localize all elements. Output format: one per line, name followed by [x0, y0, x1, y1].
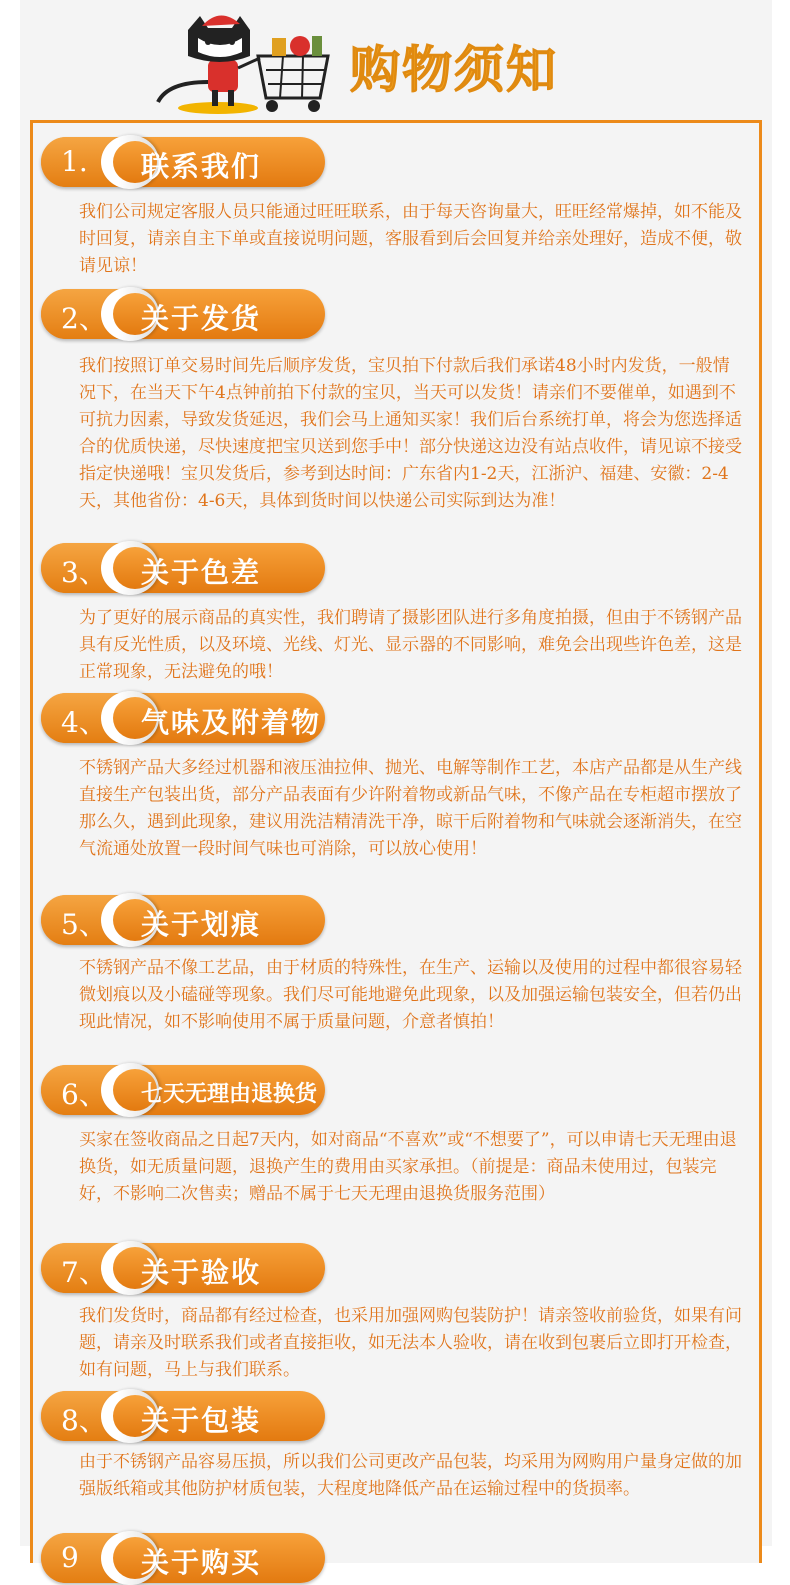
- section-number: 1.: [61, 145, 88, 178]
- section-header: [41, 543, 325, 593]
- section-header: [41, 1533, 325, 1583]
- section-body: 买家在签收商品之日起7天内，如对商品“不喜欢”或“不想要了”，可以申请七天无理由退换货，如无质量问题，退换产生的费用由买家承担。（前提是：商品未使用过，包装完好，不影响二次售卖；赠品不属于七天无理由退换货服务范围）: [79, 1130, 737, 1204]
- section-title: 关于色差: [141, 556, 262, 589]
- section-body: 我们按照订单交易时间先后顺序发货，宝贝拍下付款后我们承诺48小时内发货，一般情况下，在当天下午4点钟前拍下付款的宝贝，当天可以发货！请亲们不要催单，如遇到不可抗力因素，导致发货延迟，我们会马上通知买家！我们后台系统打单，将会为您选择适合的优质快递，尽快速度把宝贝送到您手中！部分快递这边没有站点收件，请见谅不接受指定快递哦！宝贝发货后，参考到达时间：广东省内1-2天，江浙沪、福建、安徽：2-4天，其他省份：4-6天，具体到货时间以快递公司实际到达为准！: [79, 356, 742, 511]
- section-title: 关于验收: [141, 1256, 262, 1289]
- page: [20, 0, 772, 1579]
- page-title: 购物须知: [350, 40, 558, 99]
- section-number: 2、: [61, 302, 107, 335]
- section-title: 关于包装: [141, 1404, 262, 1437]
- section-title: 七天无理由退换货: [141, 1081, 318, 1107]
- section-number: 4、: [61, 706, 107, 739]
- section-body: 由于不锈钢产品容易压损，所以我们公司更改产品包装，均采用为网购用户量身定做的加强版纸箱或其他防护材质包装，大程度地降低产品在运输过程中的货损率。: [79, 1452, 742, 1499]
- section-header: [41, 1391, 325, 1441]
- section-number: 3、: [61, 556, 107, 589]
- section-title: 关于划痕: [141, 908, 262, 941]
- section-header: [41, 137, 325, 187]
- section-number: 8、: [61, 1404, 107, 1437]
- header: [20, 0, 772, 120]
- section-body: 为了更好的展示商品的真实性，我们聘请了摄影团队进行多角度拍摄，但由于不锈钢产品具有反光性质，以及环境、光线、灯光、显示器的不同影响，难免会出现些许色差，这是正常现象，无法避免的哦！: [79, 608, 742, 682]
- tmall-cat-shopping-cart-icon: [148, 12, 348, 116]
- section-title: 联系我们: [141, 150, 262, 183]
- section-title: 关于发货: [141, 302, 262, 335]
- section-header: [41, 289, 325, 339]
- section-number: 7、: [61, 1256, 107, 1289]
- section-number: 5、: [61, 908, 107, 941]
- notice-panel: [30, 120, 762, 1579]
- section-title: 气味及附着物: [141, 706, 322, 739]
- section-header: [41, 895, 325, 945]
- section-header: [41, 1243, 325, 1293]
- section-body: 我们发货时，商品都有经过检查，也采用加强网购包装防护！请亲签收前验货，如果有问题，请亲及时联系我们或者直接拒收，如无法本人验收，请在收到包裹后立即打开检查，如有问题，马上与我们联系。: [79, 1306, 742, 1380]
- section-title: 关于购买: [141, 1546, 262, 1579]
- section-body: 不锈钢产品不像工艺品，由于材质的特殊性，在生产、运输以及使用的过程中都很容易轻微划痕以及小磕碰等现象。我们尽可能地避免此现象，以及加强运输包装安全，但若仍出现此情况，如不影响使用不属于质量问题，介意者慎拍！: [79, 958, 742, 1032]
- section-number: 9: [61, 1541, 79, 1574]
- section-body: 我们公司规定客服人员只能通过旺旺联系，由于每天咨询量大，旺旺经常爆掉，如不能及时回复，请亲自主下单或直接说明问题，客服看到后会回复并给亲处理好，造成不便，敬请见谅！: [79, 202, 742, 276]
- section-header: [41, 1065, 325, 1115]
- section-body: 不锈钢产品大多经过机器和液压油拉伸、抛光、电解等制作工艺，本店产品都是从生产线直接生产包装出货，部分产品表面有少许附着物或新品气味，不像产品在专柜超市摆放了那么久，遇到此现象，建议用洗洁精清洗干净，晾干后附着物和气味就会逐渐消失，在空气流通处放置一段时间气味也可消除，可以放心使用！: [79, 758, 742, 859]
- section-number: 6、: [61, 1078, 107, 1111]
- section-header: [41, 693, 325, 743]
